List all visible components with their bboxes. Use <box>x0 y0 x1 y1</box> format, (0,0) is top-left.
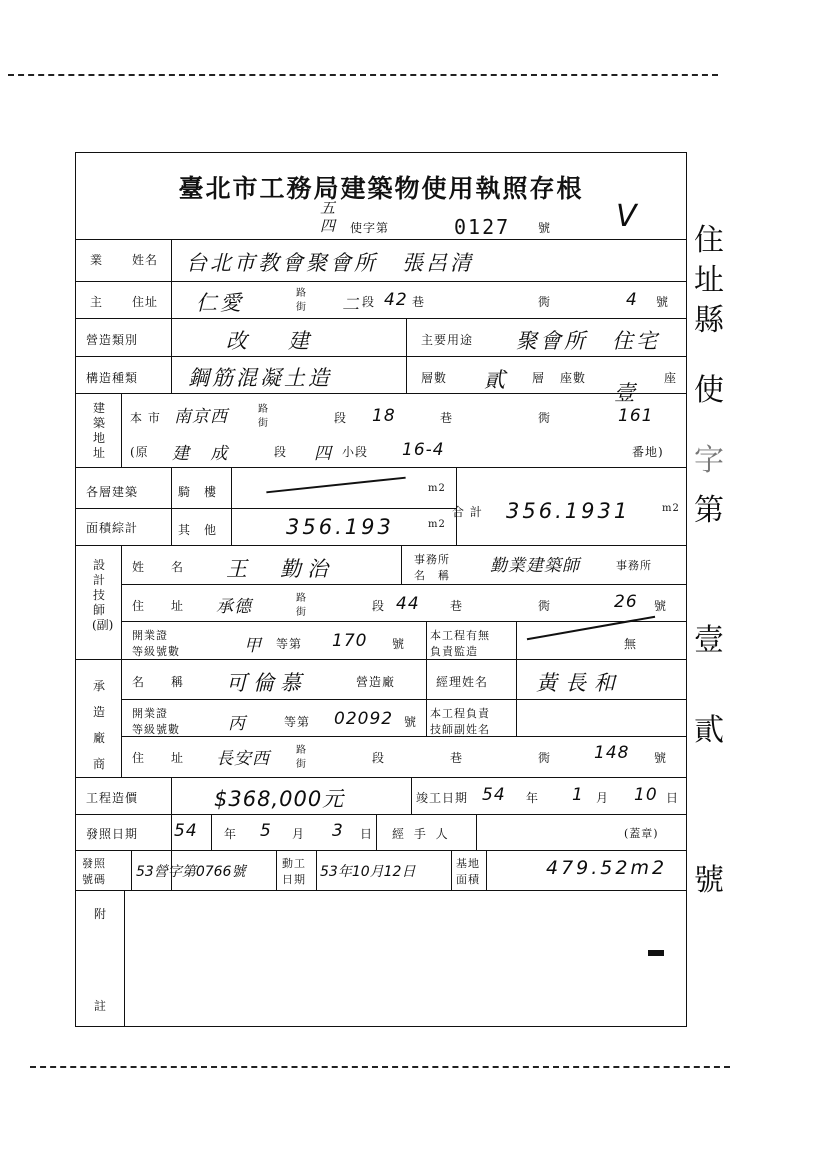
road-label: 路 <box>296 745 307 756</box>
subsection-label: 小段 <box>342 445 369 459</box>
owner-row-label: 主 <box>90 295 104 309</box>
manager-value: 黃長和 <box>536 671 623 695</box>
lot-label: 番地) <box>632 445 664 459</box>
land-area-value: 479.52m2 <box>546 857 668 879</box>
lane-label: 巷 <box>412 295 426 309</box>
total-unit: m2 <box>662 503 680 514</box>
designer-lane-value: 44 <box>396 594 420 614</box>
road-label: 路 <box>296 593 307 604</box>
alley-label: 衖 <box>538 295 552 309</box>
contractor-type-label: 營造廠 <box>356 675 396 689</box>
license-suffix: 號 <box>392 637 406 651</box>
registration-grade: 丙 <box>228 714 246 734</box>
land-area-label: 面積 <box>456 873 480 886</box>
land-area-label: 基地 <box>456 857 480 870</box>
site-street-value: 南京西 <box>174 407 228 427</box>
alley-label: 衖 <box>538 599 552 613</box>
site-number-value: 161 <box>618 406 654 426</box>
arcade-label: 騎 樓 <box>178 485 218 499</box>
main-use-value: 聚會所 住宅 <box>516 329 660 353</box>
owner-row-label: 業 <box>90 253 104 267</box>
floor-unit-label: 層 <box>532 371 546 385</box>
section-label: 段 <box>334 411 348 425</box>
owner-address-label: 住址 <box>132 295 159 309</box>
supervise-value: 無 <box>624 637 638 651</box>
license-label: 等級號數 <box>132 645 180 658</box>
completion-label: 竣工日期 <box>416 791 469 805</box>
designer-office-value: 勤業建築師 <box>490 556 580 576</box>
adjacent-char: 第 <box>694 493 727 528</box>
number-label: 號 <box>654 599 668 613</box>
issue-day: 3 <box>332 821 344 841</box>
other-unit: m2 <box>428 519 446 530</box>
registration-grade-label: 等第 <box>284 715 311 729</box>
section-label: 段 <box>362 295 376 309</box>
start-date-value: 53年10月12日 <box>320 864 416 880</box>
total-label: 合 計 <box>452 505 483 519</box>
notes-label: 附 <box>94 907 108 921</box>
adjacent-char: 縣 <box>694 303 727 338</box>
lane-label: 巷 <box>450 751 464 765</box>
site-original-label: (原 <box>130 445 149 459</box>
floors-label: 層數 <box>421 371 448 385</box>
registration-label: 等級號數 <box>132 723 180 736</box>
year-label: 年 <box>224 827 238 841</box>
site-original-value: 建 成 <box>172 444 236 464</box>
structure-value: 鋼筋混凝土造 <box>188 366 332 390</box>
start-label: 日期 <box>282 873 306 886</box>
designer-address-value: 承德 <box>216 597 252 617</box>
notes-label: 註 <box>94 999 108 1013</box>
designer-label: 設計技師(副) <box>92 558 114 632</box>
completion-day: 10 <box>634 785 658 805</box>
site-city-label: 本 市 <box>130 411 161 425</box>
seal-label: (蓋章) <box>624 827 659 840</box>
cost-label: 工程造價 <box>86 791 139 805</box>
permit-number-value: 53營字第0766號 <box>136 864 246 880</box>
section-label: 段 <box>274 445 288 459</box>
lane-label: 巷 <box>450 599 464 613</box>
arcade-strike <box>266 477 405 494</box>
issue-year: 54 <box>174 821 198 841</box>
handler-label: 經 手 人 <box>392 827 451 841</box>
number-label: 號 <box>654 751 668 765</box>
registration-number: 02092 <box>334 709 394 729</box>
supervise-label: 負責監造 <box>430 645 478 658</box>
other-area-value: 356.193 <box>286 515 394 539</box>
month-label: 月 <box>596 791 610 805</box>
manager-label: 經理姓名 <box>436 675 489 689</box>
designer-name-value: 王 勤治 <box>226 557 334 581</box>
permit-suffix-label: 號 <box>538 221 552 235</box>
owner-number-value: 4 <box>626 290 638 310</box>
owner-address-street: 仁愛 <box>196 291 244 315</box>
adjacent-char: 住 <box>694 223 727 258</box>
adjacent-char: 字 <box>694 443 727 478</box>
completion-year: 54 <box>482 785 506 805</box>
buildings-unit-label: 座 <box>664 371 678 385</box>
issue-month: 5 <box>260 821 272 841</box>
license-label: 開業證 <box>132 629 168 642</box>
owner-name-label: 姓名 <box>132 253 159 267</box>
floors-value: 貳 <box>484 368 508 392</box>
road-label: 路 <box>296 288 307 299</box>
total-area-value: 356.1931 <box>506 499 631 523</box>
contractor-name-label: 名 稱 <box>132 675 185 689</box>
engineer-label: 技師副姓名 <box>430 723 490 736</box>
street-label: 街 <box>296 607 307 618</box>
street-label: 街 <box>296 302 307 313</box>
issue-label: 發照日期 <box>86 827 139 841</box>
buildings-value: 壹 <box>614 381 638 405</box>
alley-label: 衖 <box>538 411 552 425</box>
structure-label: 構造種類 <box>86 371 139 385</box>
site-subsection-value: 四 <box>314 444 332 464</box>
adjacent-char: 使 <box>694 373 727 408</box>
site-label: 建築地址 <box>92 401 105 460</box>
buildings-label: 座數 <box>560 371 587 385</box>
adjacent-char: 址 <box>694 263 727 298</box>
engineer-label: 本工程負責 <box>430 707 490 720</box>
permit-number: 0127 <box>454 215 511 239</box>
category-value: 改 建 <box>226 329 319 353</box>
other-label: 其 他 <box>178 523 218 537</box>
form-title: 臺北市工務局建築物使用執照存根 <box>178 174 584 203</box>
scan-edge-line <box>8 74 718 76</box>
office-label: 事務所 <box>414 553 450 566</box>
area-label: 面積綜計 <box>86 521 139 535</box>
alley-label: 衖 <box>538 751 552 765</box>
owner-section-value: 二 <box>342 295 360 315</box>
check-mark: V <box>616 199 640 234</box>
designer-number-value: 26 <box>614 592 638 612</box>
start-label: 動工 <box>282 857 306 870</box>
section-label: 段 <box>372 751 386 765</box>
contractor-number-value: 148 <box>594 743 630 763</box>
month-label: 月 <box>292 827 306 841</box>
category-label: 營造類別 <box>86 333 139 347</box>
day-label: 日 <box>360 827 374 841</box>
contractor-address-label: 住 址 <box>132 751 185 765</box>
main-use-label: 主要用途 <box>421 333 474 347</box>
year-label: 年 <box>526 791 540 805</box>
scan-edge-line <box>30 1066 730 1068</box>
street-label: 街 <box>258 418 269 429</box>
lane-label: 巷 <box>440 411 454 425</box>
site-lot-value: 16-4 <box>402 440 445 460</box>
contractor-name-value: 可倫慕 <box>226 671 307 695</box>
adjacent-char: 貳 <box>694 713 727 748</box>
registration-label: 開業證 <box>132 707 168 720</box>
owner-lane-value: 42 <box>384 290 408 310</box>
permit-number-label: 發照 <box>82 857 106 870</box>
office-label: 名 稱 <box>414 569 450 582</box>
license-grade-label: 等第 <box>276 637 303 651</box>
road-label: 路 <box>258 404 269 415</box>
adjacent-page-fragment <box>690 215 730 915</box>
supervise-label: 本工程有無 <box>430 629 490 642</box>
section-label: 段 <box>372 599 386 613</box>
site-lane-value: 18 <box>372 406 396 426</box>
permit-prefix-label: 使字第 <box>350 221 390 235</box>
contractor-label: 承造廠商 <box>92 679 105 771</box>
adjacent-char: 號 <box>694 863 727 898</box>
permit-number-label: 號碼 <box>82 873 106 886</box>
owner-name-value: 台北市教會聚會所 張呂清 <box>186 251 474 275</box>
permit-year: 五 四 <box>320 199 337 235</box>
license-grade: 甲 <box>244 636 262 656</box>
license-number: 170 <box>332 631 368 651</box>
cost-value: $368,000元 <box>214 787 345 811</box>
permit-stub-form <box>75 152 687 1027</box>
arcade-unit: m2 <box>428 483 446 494</box>
completion-month: 1 <box>572 785 584 805</box>
designer-address-label: 住 址 <box>132 599 185 613</box>
street-label: 街 <box>296 759 307 770</box>
number-label: 號 <box>656 295 670 309</box>
adjacent-char: 壹 <box>694 623 727 658</box>
day-label: 日 <box>666 791 680 805</box>
designer-name-label: 姓 名 <box>132 560 185 574</box>
office-suffix: 事務所 <box>616 559 652 572</box>
area-label: 各層建築 <box>86 485 139 499</box>
registration-suffix: 號 <box>404 715 418 729</box>
contractor-address-value: 長安西 <box>216 749 270 769</box>
